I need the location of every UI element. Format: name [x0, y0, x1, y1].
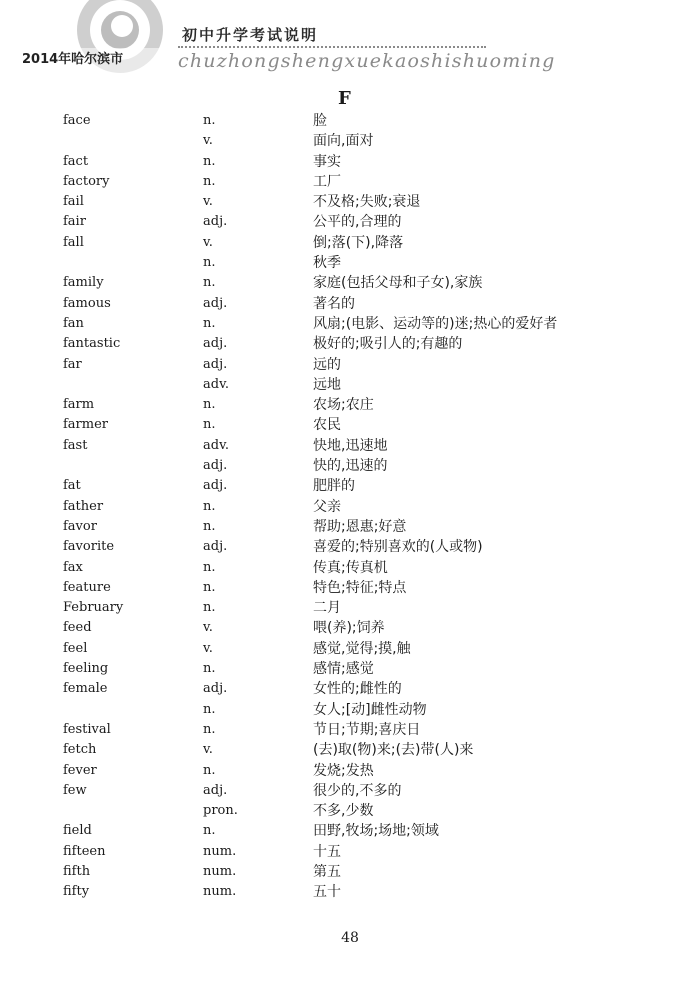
vocab-entry [0, 212, 700, 232]
entry-definition: 秋季 [313, 255, 341, 272]
vocab-entry [0, 659, 700, 679]
entry-word: fat [63, 478, 81, 494]
vocab-entry [0, 558, 700, 578]
entry-part-of-speech: n. [203, 600, 216, 616]
entry-definition: 脸 [313, 113, 327, 129]
entry-definition: (去)取(物)来;(去)带(人)来 [313, 742, 474, 759]
header-year-label: 2014年哈尔滨市 [22, 52, 124, 67]
header-divider [178, 46, 486, 48]
entry-part-of-speech: n. [203, 255, 216, 271]
entry-part-of-speech: num. [203, 884, 237, 900]
entry-word: face [63, 113, 91, 128]
entry-definition: 农民 [313, 417, 341, 434]
vocab-entry [0, 233, 700, 253]
section-letter: F [338, 88, 351, 109]
entry-part-of-speech: v. [203, 194, 213, 210]
entry-definition: 女性的;雌性的 [313, 681, 402, 698]
entry-definition: 肥胖的 [313, 478, 355, 495]
entry-definition: 女人;[动]雌性动物 [313, 701, 427, 718]
header-logo-graphic [62, 0, 172, 84]
entry-definition: 感情;感觉 [313, 661, 374, 678]
vocab-entry [0, 639, 700, 659]
vocab-entry [0, 842, 700, 862]
vocab-entry [0, 294, 700, 314]
entry-part-of-speech: adv. [203, 376, 230, 392]
entry-part-of-speech: v. [203, 640, 213, 656]
vocab-entry [0, 821, 700, 841]
vocab-entry [0, 882, 700, 902]
entry-part-of-speech: n. [203, 559, 216, 575]
entry-part-of-speech: n. [203, 579, 216, 595]
entry-part-of-speech: adv. [203, 437, 230, 453]
entry-definition: 农场;农庄 [313, 397, 374, 414]
vocab-entry [0, 781, 700, 801]
entry-part-of-speech: pron. [203, 803, 238, 819]
vocab-entry [0, 598, 700, 618]
vocab-entry [0, 700, 700, 720]
entry-definition: 节日;节期;喜庆日 [313, 721, 421, 738]
entry-definition: 感觉,觉得;摸,触 [313, 640, 411, 657]
entry-word: far [63, 356, 82, 372]
entry-part-of-speech: n. [203, 315, 216, 331]
entry-word: fax [63, 559, 83, 575]
entry-word: feature [63, 579, 111, 595]
entry-word: farm [63, 397, 95, 413]
entry-definition: 远的 [313, 356, 341, 373]
vocab-entry [0, 679, 700, 699]
vocab-entry [0, 314, 700, 334]
vocab-entry [0, 740, 700, 760]
entry-definition: 发烧;发热 [313, 762, 374, 779]
entry-part-of-speech: n. [203, 275, 216, 291]
entry-word: fever [63, 762, 97, 778]
entry-word: father [63, 498, 104, 514]
vocab-entry [0, 131, 700, 151]
entry-definition: 家庭(包括父母和子女),家族 [313, 275, 483, 292]
vocab-entry [0, 192, 700, 212]
entry-word: female [63, 681, 108, 697]
vocab-entry [0, 618, 700, 638]
entry-definition: 倒;落(下),降落 [313, 234, 404, 251]
entry-word: fan [63, 315, 84, 331]
header-title: 初中升学考试说明 [182, 26, 319, 44]
vocab-entry [0, 476, 700, 496]
entry-word: fifth [63, 863, 91, 879]
entry-definition: 公平的,合理的 [313, 214, 402, 231]
entry-part-of-speech: n. [203, 397, 216, 413]
vocab-entry [0, 517, 700, 537]
entry-word: factory [63, 173, 110, 189]
entry-part-of-speech: adj. [203, 539, 228, 555]
entry-word: favorite [63, 539, 115, 555]
entry-word: fact [63, 153, 89, 169]
entry-part-of-speech: n. [203, 762, 216, 778]
entry-part-of-speech: n. [203, 417, 216, 433]
entry-part-of-speech: n. [203, 498, 216, 514]
entry-word: farmer [63, 417, 109, 433]
entry-part-of-speech: adj. [203, 214, 228, 230]
entry-part-of-speech: num. [203, 843, 237, 859]
entry-word: fantastic [63, 336, 121, 352]
entry-word: feel [63, 640, 88, 656]
entry-word: field [63, 823, 92, 839]
entry-part-of-speech: v. [203, 133, 213, 149]
entry-word: fall [63, 234, 84, 250]
entry-part-of-speech: v. [203, 742, 213, 758]
entry-word: family [63, 275, 104, 291]
entry-definition: 风扇;(电影、运动等的)迷;热心的爱好者 [313, 315, 558, 332]
vocab-entry [0, 375, 700, 395]
entry-word: feed [63, 620, 92, 636]
vocab-entry [0, 578, 700, 598]
entry-definition: 快地,迅速地 [313, 437, 388, 454]
vocab-entry [0, 537, 700, 557]
entry-part-of-speech: adj. [203, 458, 228, 474]
entry-part-of-speech: adj. [203, 295, 228, 311]
entry-word: favor [63, 518, 97, 534]
vocabulary-list [0, 111, 700, 903]
page-number: 48 [341, 930, 359, 946]
entry-part-of-speech: adj. [203, 336, 228, 352]
entry-part-of-speech: n. [203, 518, 216, 534]
entry-part-of-speech: n. [203, 153, 216, 169]
entry-definition: 第五 [313, 863, 341, 880]
entry-definition: 极好的;吸引人的;有趣的 [313, 336, 463, 353]
entry-word: few [63, 782, 87, 798]
vocab-entry [0, 862, 700, 882]
vocab-entry [0, 720, 700, 740]
entry-part-of-speech: n. [203, 823, 216, 839]
entry-definition: 不及格;失败;衰退 [313, 194, 421, 211]
vocab-entry [0, 111, 700, 131]
entry-definition: 喂(养);饲养 [313, 620, 385, 637]
entry-word: fifteen [63, 843, 106, 859]
entry-word: fetch [63, 742, 97, 758]
entry-definition: 帮助;恩惠;好意 [313, 518, 407, 535]
vocab-entry [0, 395, 700, 415]
entry-part-of-speech: n. [203, 701, 216, 717]
vocab-entry [0, 355, 700, 375]
entry-part-of-speech: v. [203, 234, 213, 250]
vocab-entry [0, 334, 700, 354]
entry-definition: 喜爱的;特别喜欢的(人或物) [313, 539, 483, 556]
entry-definition: 不多,少数 [313, 803, 374, 820]
vocab-entry [0, 172, 700, 192]
entry-part-of-speech: v. [203, 620, 213, 636]
vocab-entry [0, 436, 700, 456]
entry-word: famous [63, 295, 111, 311]
entry-part-of-speech: n. [203, 113, 216, 128]
entry-definition: 五十 [313, 884, 341, 901]
entry-definition: 父亲 [313, 498, 341, 515]
vocab-entry [0, 761, 700, 781]
vocab-entry [0, 152, 700, 172]
entry-part-of-speech: adj. [203, 681, 228, 697]
entry-definition: 事实 [313, 153, 341, 170]
entry-part-of-speech: adj. [203, 356, 228, 372]
vocab-entry [0, 456, 700, 476]
entry-part-of-speech: adj. [203, 478, 228, 494]
vocab-entry [0, 801, 700, 821]
vocab-entry [0, 273, 700, 293]
entry-part-of-speech: n. [203, 173, 216, 189]
vocab-entry [0, 497, 700, 517]
entry-word: fair [63, 214, 86, 230]
entry-word: fifty [63, 884, 90, 900]
header-pinyin: chuzhongshengxuekaoshishuoming [178, 50, 556, 72]
entry-definition: 田野,牧场;场地;领域 [313, 823, 439, 840]
vocab-entry [0, 415, 700, 435]
entry-word: fast [63, 437, 88, 453]
entry-definition: 二月 [313, 600, 341, 617]
entry-part-of-speech: num. [203, 863, 237, 879]
entry-part-of-speech: n. [203, 661, 216, 677]
vocab-entry [0, 253, 700, 273]
entry-word: festival [63, 721, 111, 737]
entry-word: feeling [63, 661, 109, 677]
entry-definition: 工厂 [313, 173, 341, 190]
entry-definition: 很少的,不多的 [313, 782, 402, 799]
entry-definition: 远地 [313, 376, 341, 393]
entry-part-of-speech: n. [203, 721, 216, 737]
entry-definition: 快的,迅速的 [313, 458, 388, 475]
entry-word: fail [63, 194, 84, 210]
entry-definition: 面向,面对 [313, 133, 374, 150]
entry-definition: 著名的 [313, 295, 355, 312]
entry-word: February [63, 600, 124, 616]
entry-definition: 特色;特征;特点 [313, 579, 407, 596]
entry-definition: 传真;传真机 [313, 559, 388, 576]
entry-definition: 十五 [313, 843, 341, 860]
entry-part-of-speech: adj. [203, 782, 228, 798]
